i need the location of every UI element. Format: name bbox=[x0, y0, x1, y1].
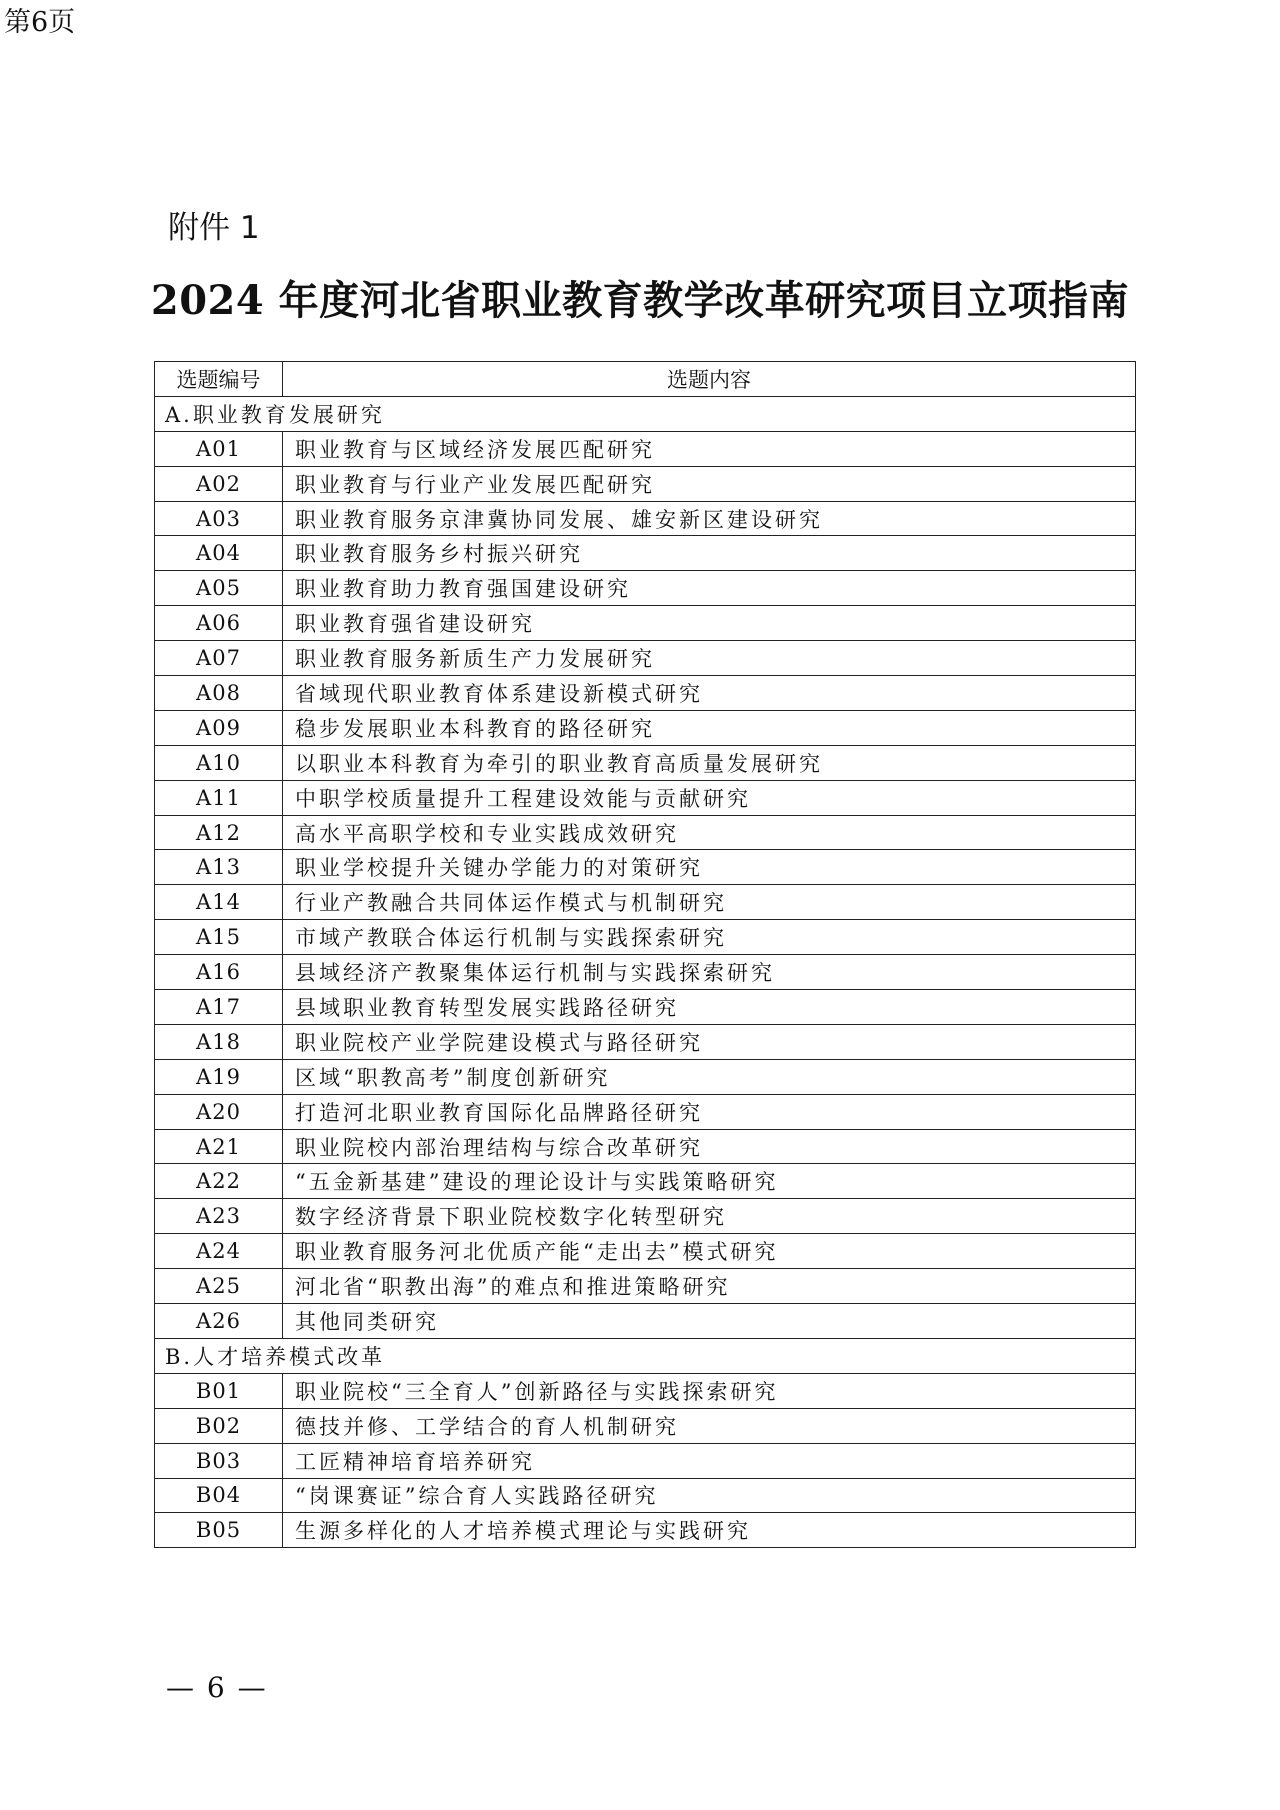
table-row bbox=[155, 1199, 1136, 1234]
topic-code-cell: A11 bbox=[155, 780, 283, 815]
topic-content-cell: 打造河北职业教育国际化品牌路径研究 bbox=[283, 1094, 1136, 1129]
table-row bbox=[155, 1129, 1136, 1164]
table-row bbox=[155, 1234, 1136, 1269]
topic-content-cell: 德技并修、工学结合的育人机制研究 bbox=[283, 1408, 1136, 1443]
table-row bbox=[155, 676, 1136, 711]
attachment-label: 附件 1 bbox=[168, 210, 260, 246]
topic-code-cell: A13 bbox=[155, 850, 283, 885]
page-number-label: 第6页 bbox=[4, 7, 76, 38]
topic-content-cell: 河北省“职教出海”的难点和推进策略研究 bbox=[283, 1269, 1136, 1304]
topic-content-cell: 县域经济产教聚集体运行机制与实践探索研究 bbox=[283, 955, 1136, 990]
table-body bbox=[155, 396, 1136, 1547]
table-row bbox=[155, 885, 1136, 920]
topic-code-cell: B03 bbox=[155, 1443, 283, 1478]
table-row bbox=[155, 745, 1136, 780]
topic-content-cell: 行业产教融合共同体运作模式与机制研究 bbox=[283, 885, 1136, 920]
header-topic-code: 选题编号 bbox=[155, 362, 283, 397]
topic-code-cell: A06 bbox=[155, 606, 283, 641]
topic-content-cell: 省域现代职业教育体系建设新模式研究 bbox=[283, 676, 1136, 711]
topic-code-cell: A23 bbox=[155, 1199, 283, 1234]
topic-code-cell: A01 bbox=[155, 431, 283, 466]
topic-code-cell: A22 bbox=[155, 1164, 283, 1199]
topic-content-cell: 中职学校质量提升工程建设效能与贡献研究 bbox=[283, 780, 1136, 815]
topic-content-cell: 以职业本科教育为牵引的职业教育高质量发展研究 bbox=[283, 745, 1136, 780]
topic-content-cell: “五金新基建”建设的理论设计与实践策略研究 bbox=[283, 1164, 1136, 1199]
table-row bbox=[155, 850, 1136, 885]
table-row bbox=[155, 815, 1136, 850]
topic-code-cell: A12 bbox=[155, 815, 283, 850]
table-row bbox=[155, 431, 1136, 466]
table-row bbox=[155, 1443, 1136, 1478]
table-row bbox=[155, 1059, 1136, 1094]
table-row bbox=[155, 1373, 1136, 1408]
topic-code-cell: A09 bbox=[155, 710, 283, 745]
topic-content-cell: 高水平高职学校和专业实践成效研究 bbox=[283, 815, 1136, 850]
topic-content-cell: 职业教育服务新质生产力发展研究 bbox=[283, 641, 1136, 676]
topic-code-cell: B04 bbox=[155, 1478, 283, 1513]
table-row bbox=[155, 501, 1136, 536]
section-heading-row bbox=[155, 396, 1136, 431]
page-footer-number: — 6 — bbox=[166, 1671, 268, 1704]
topic-code-cell: A08 bbox=[155, 676, 283, 711]
table-row bbox=[155, 466, 1136, 501]
topic-content-cell: 职业教育强省建设研究 bbox=[283, 606, 1136, 641]
topic-code-cell: A18 bbox=[155, 1024, 283, 1059]
topic-content-cell: 职业教育与行业产业发展匹配研究 bbox=[283, 466, 1136, 501]
topic-content-cell: 稳步发展职业本科教育的路径研究 bbox=[283, 710, 1136, 745]
table-row bbox=[155, 990, 1136, 1025]
table-row bbox=[155, 1478, 1136, 1513]
table-row bbox=[155, 955, 1136, 990]
topic-code-cell: A05 bbox=[155, 571, 283, 606]
table-row bbox=[155, 710, 1136, 745]
topic-content-cell: 职业院校内部治理结构与综合改革研究 bbox=[283, 1129, 1136, 1164]
topic-code-cell: A19 bbox=[155, 1059, 283, 1094]
table-row bbox=[155, 920, 1136, 955]
topic-content-cell: 工匠精神培育培养研究 bbox=[283, 1443, 1136, 1478]
topic-code-cell: A04 bbox=[155, 536, 283, 571]
topic-content-cell: 职业教育助力教育强国建设研究 bbox=[283, 571, 1136, 606]
topic-code-cell: A03 bbox=[155, 501, 283, 536]
table-row bbox=[155, 641, 1136, 676]
topic-code-cell: A16 bbox=[155, 955, 283, 990]
table-row bbox=[155, 1408, 1136, 1443]
table-header-row bbox=[155, 362, 1136, 397]
table-row bbox=[155, 1024, 1136, 1059]
topic-guide-table bbox=[154, 361, 1136, 1548]
table-row bbox=[155, 1094, 1136, 1129]
topic-code-cell: A25 bbox=[155, 1269, 283, 1304]
topic-content-cell: 生源多样化的人才培养模式理论与实践研究 bbox=[283, 1513, 1136, 1548]
table-row bbox=[155, 1304, 1136, 1339]
topic-code-cell: A15 bbox=[155, 920, 283, 955]
topic-code-cell: A14 bbox=[155, 885, 283, 920]
topic-code-cell: A20 bbox=[155, 1094, 283, 1129]
table-row bbox=[155, 536, 1136, 571]
topic-code-cell: B05 bbox=[155, 1513, 283, 1548]
topic-content-cell: 职业院校产业学院建设模式与路径研究 bbox=[283, 1024, 1136, 1059]
topic-code-cell: A24 bbox=[155, 1234, 283, 1269]
topic-content-cell: 县域职业教育转型发展实践路径研究 bbox=[283, 990, 1136, 1025]
topic-content-cell: 职业院校“三全育人”创新路径与实践探索研究 bbox=[283, 1373, 1136, 1408]
topic-code-cell: A07 bbox=[155, 641, 283, 676]
table-row bbox=[155, 1513, 1136, 1548]
table-row bbox=[155, 571, 1136, 606]
table-row bbox=[155, 1269, 1136, 1304]
table-row bbox=[155, 780, 1136, 815]
topic-content-cell: 职业教育服务河北优质产能“走出去”模式研究 bbox=[283, 1234, 1136, 1269]
topic-code-cell: A17 bbox=[155, 990, 283, 1025]
topic-content-cell: 其他同类研究 bbox=[283, 1304, 1136, 1339]
topic-content-cell: 职业教育与区域经济发展匹配研究 bbox=[283, 431, 1136, 466]
topic-content-cell: 职业学校提升关键办学能力的对策研究 bbox=[283, 850, 1136, 885]
table-row bbox=[155, 606, 1136, 641]
section-heading: B.人才培养模式改革 bbox=[155, 1338, 1136, 1373]
table-row bbox=[155, 1164, 1136, 1199]
topic-content-cell: 区域“职教高考”制度创新研究 bbox=[283, 1059, 1136, 1094]
topic-content-cell: 职业教育服务乡村振兴研究 bbox=[283, 536, 1136, 571]
topic-content-cell: 市域产教联合体运行机制与实践探索研究 bbox=[283, 920, 1136, 955]
topic-code-cell: A26 bbox=[155, 1304, 283, 1339]
header-topic-content: 选题内容 bbox=[283, 362, 1136, 397]
topic-code-cell: B01 bbox=[155, 1373, 283, 1408]
topic-code-cell: A10 bbox=[155, 745, 283, 780]
topic-content-cell: “岗课赛证”综合育人实践路径研究 bbox=[283, 1478, 1136, 1513]
topic-code-cell: B02 bbox=[155, 1408, 283, 1443]
topic-content-cell: 职业教育服务京津冀协同发展、雄安新区建设研究 bbox=[283, 501, 1136, 536]
document-title: 2024 年度河北省职业教育教学改革研究项目立项指南 bbox=[150, 277, 1130, 324]
topic-content-cell: 数字经济背景下职业院校数字化转型研究 bbox=[283, 1199, 1136, 1234]
section-heading-row bbox=[155, 1338, 1136, 1373]
topic-code-cell: A21 bbox=[155, 1129, 283, 1164]
section-heading: A.职业教育发展研究 bbox=[155, 396, 1136, 431]
topic-code-cell: A02 bbox=[155, 466, 283, 501]
